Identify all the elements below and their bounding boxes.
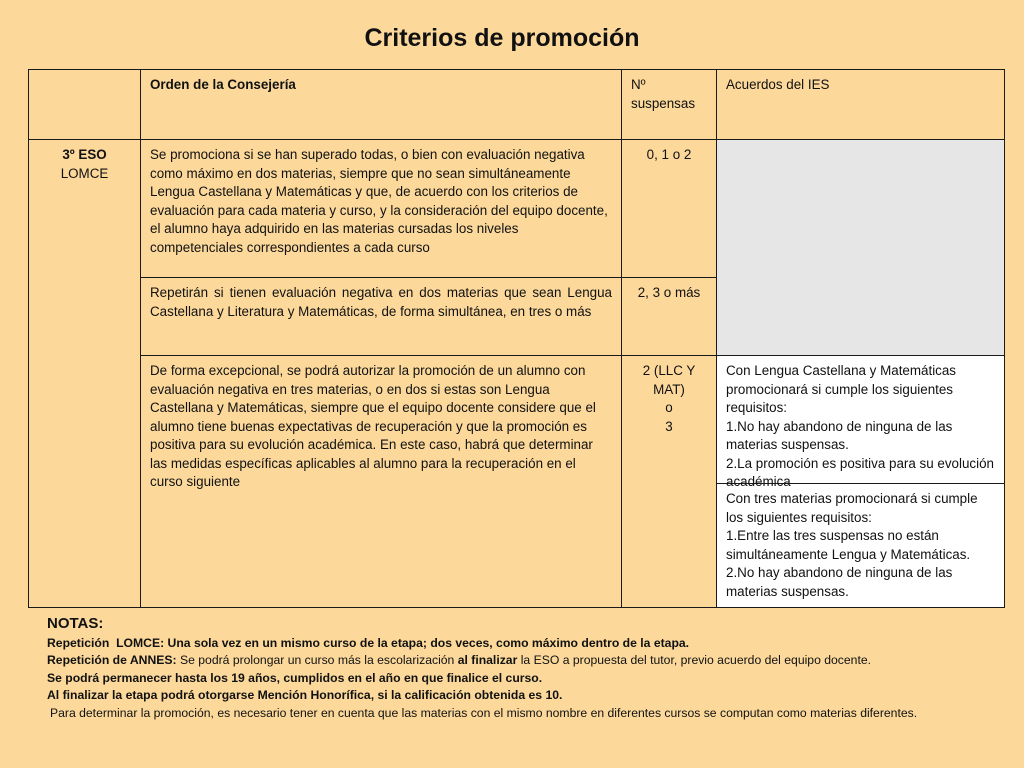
- count-line: 3: [665, 418, 673, 434]
- rule-cell: Se promociona si se han superado todas, o bien con evaluación negativa como máximo en dos materias, siempre que no sean simultáneamente Lengua Castellana y Matemáticas y que, de acuerdo con los criterios de evaluación para cada materia y curso, y la consideración del equipo docente, el alumno haya adquirido en las materias cursadas los niveles competenciales correspondientes a cada curso: [141, 140, 622, 278]
- count-cell: [622, 356, 717, 608]
- count-line: MAT): [653, 381, 685, 397]
- header-empty-cell: [29, 70, 141, 140]
- note-label: Repetición de ANNES:: [47, 653, 177, 667]
- agreement-three-subjects: [717, 484, 1004, 607]
- note-honors: [47, 687, 1007, 705]
- table-row: [29, 356, 1005, 608]
- agreement-line: 2.La promoción es positiva para su evolución académica: [726, 455, 994, 489]
- agreement-line: Con tres materias promocionará si cumple los siguientes requisitos:: [726, 491, 978, 525]
- promotion-criteria-table: [28, 69, 1005, 608]
- agreement-empty-cell: [717, 140, 1005, 356]
- note-repeticion: [47, 635, 1007, 653]
- rule-cell: Repetirán si tienen evaluación negativa en dos materias que sean Lengua Castellana y Literatura y Matemáticas, de forma simultánea, en tres o más: [141, 278, 622, 356]
- note-text: Al finalizar la etapa podrá otorgarse Mención Honorífica, si la calificación obtenida es 10.: [47, 688, 563, 702]
- agreement-line: Con Lengua Castellana y Matemáticas promocionará si cumple los siguientes requisitos:: [726, 363, 957, 415]
- note-text: Se podrá permanecer hasta los 19 años, cumplidos en el año en que finalice el curso.: [47, 670, 543, 685]
- table-row: [29, 140, 1005, 278]
- agreement-llc-mat: [717, 356, 1004, 489]
- note-text: Se podrá prolongar un curso más la escolarización: [176, 653, 458, 667]
- note-label: Repetición: [47, 635, 110, 650]
- note-text: LOMCE: Una sola vez en un mismo curso de la etapa; dos veces, como máximo dentro de la etapa.: [109, 635, 690, 650]
- count-line: o: [665, 400, 673, 415]
- grade-label: 3º ESO: [62, 147, 107, 162]
- note-emphasis: al finalizar: [457, 653, 518, 667]
- header-suspensas: Nº suspensas: [622, 70, 717, 140]
- note-text: la ESO a propuesta del tutor, previo acuerdo del equipo docente.: [517, 653, 872, 667]
- agreement-line: 1.Entre las tres suspensas no están simultáneamente Lengua y Matemáticas.: [726, 528, 971, 562]
- notes-section: [47, 615, 1007, 722]
- count-line: 2 (LLC Y: [642, 363, 696, 378]
- count-cell: 2, 3 o más: [622, 278, 717, 356]
- rule-cell: De forma excepcional, se podrá autorizar la promoción de un alumno con evaluación negativa en tres materias, o en dos si estas son Lengua Castellana y Matemáticas, siempre que el equipo docente considere que el alumno tiene buenas expectativas de recuperación y que la promoción es positiva para su evolución académica. En este caso, habrá que determinar las medidas específicas aplicables al alumno para la recuperación en el curso siguiente: [141, 356, 622, 608]
- note-subjects: Para determinar la promoción, es necesario tener en cuenta que las materias con el mismo nombre en diferentes cursos se computan como materias diferentes.: [50, 705, 918, 720]
- agreement-line: 1.No hay abandono de ninguna de las materias suspensas.: [726, 418, 953, 452]
- grade-law: LOMCE: [60, 165, 109, 181]
- note-age-limit: [47, 670, 1007, 688]
- grade-cell: [29, 140, 141, 608]
- header-consejeria: Orden de la Consejería: [141, 70, 622, 140]
- agreement-line: 2.No hay abandono de ninguna de las materias suspensas.: [726, 565, 953, 599]
- header-row: [29, 70, 1005, 140]
- note-annes: [47, 652, 1007, 670]
- header-acuerdos: Acuerdos del IES: [717, 70, 1005, 140]
- notes-heading: NOTAS:: [47, 615, 104, 632]
- page-title: Criterios de promoción: [364, 24, 640, 52]
- count-cell: 0, 1 o 2: [622, 140, 717, 278]
- agreement-cell: [717, 356, 1005, 608]
